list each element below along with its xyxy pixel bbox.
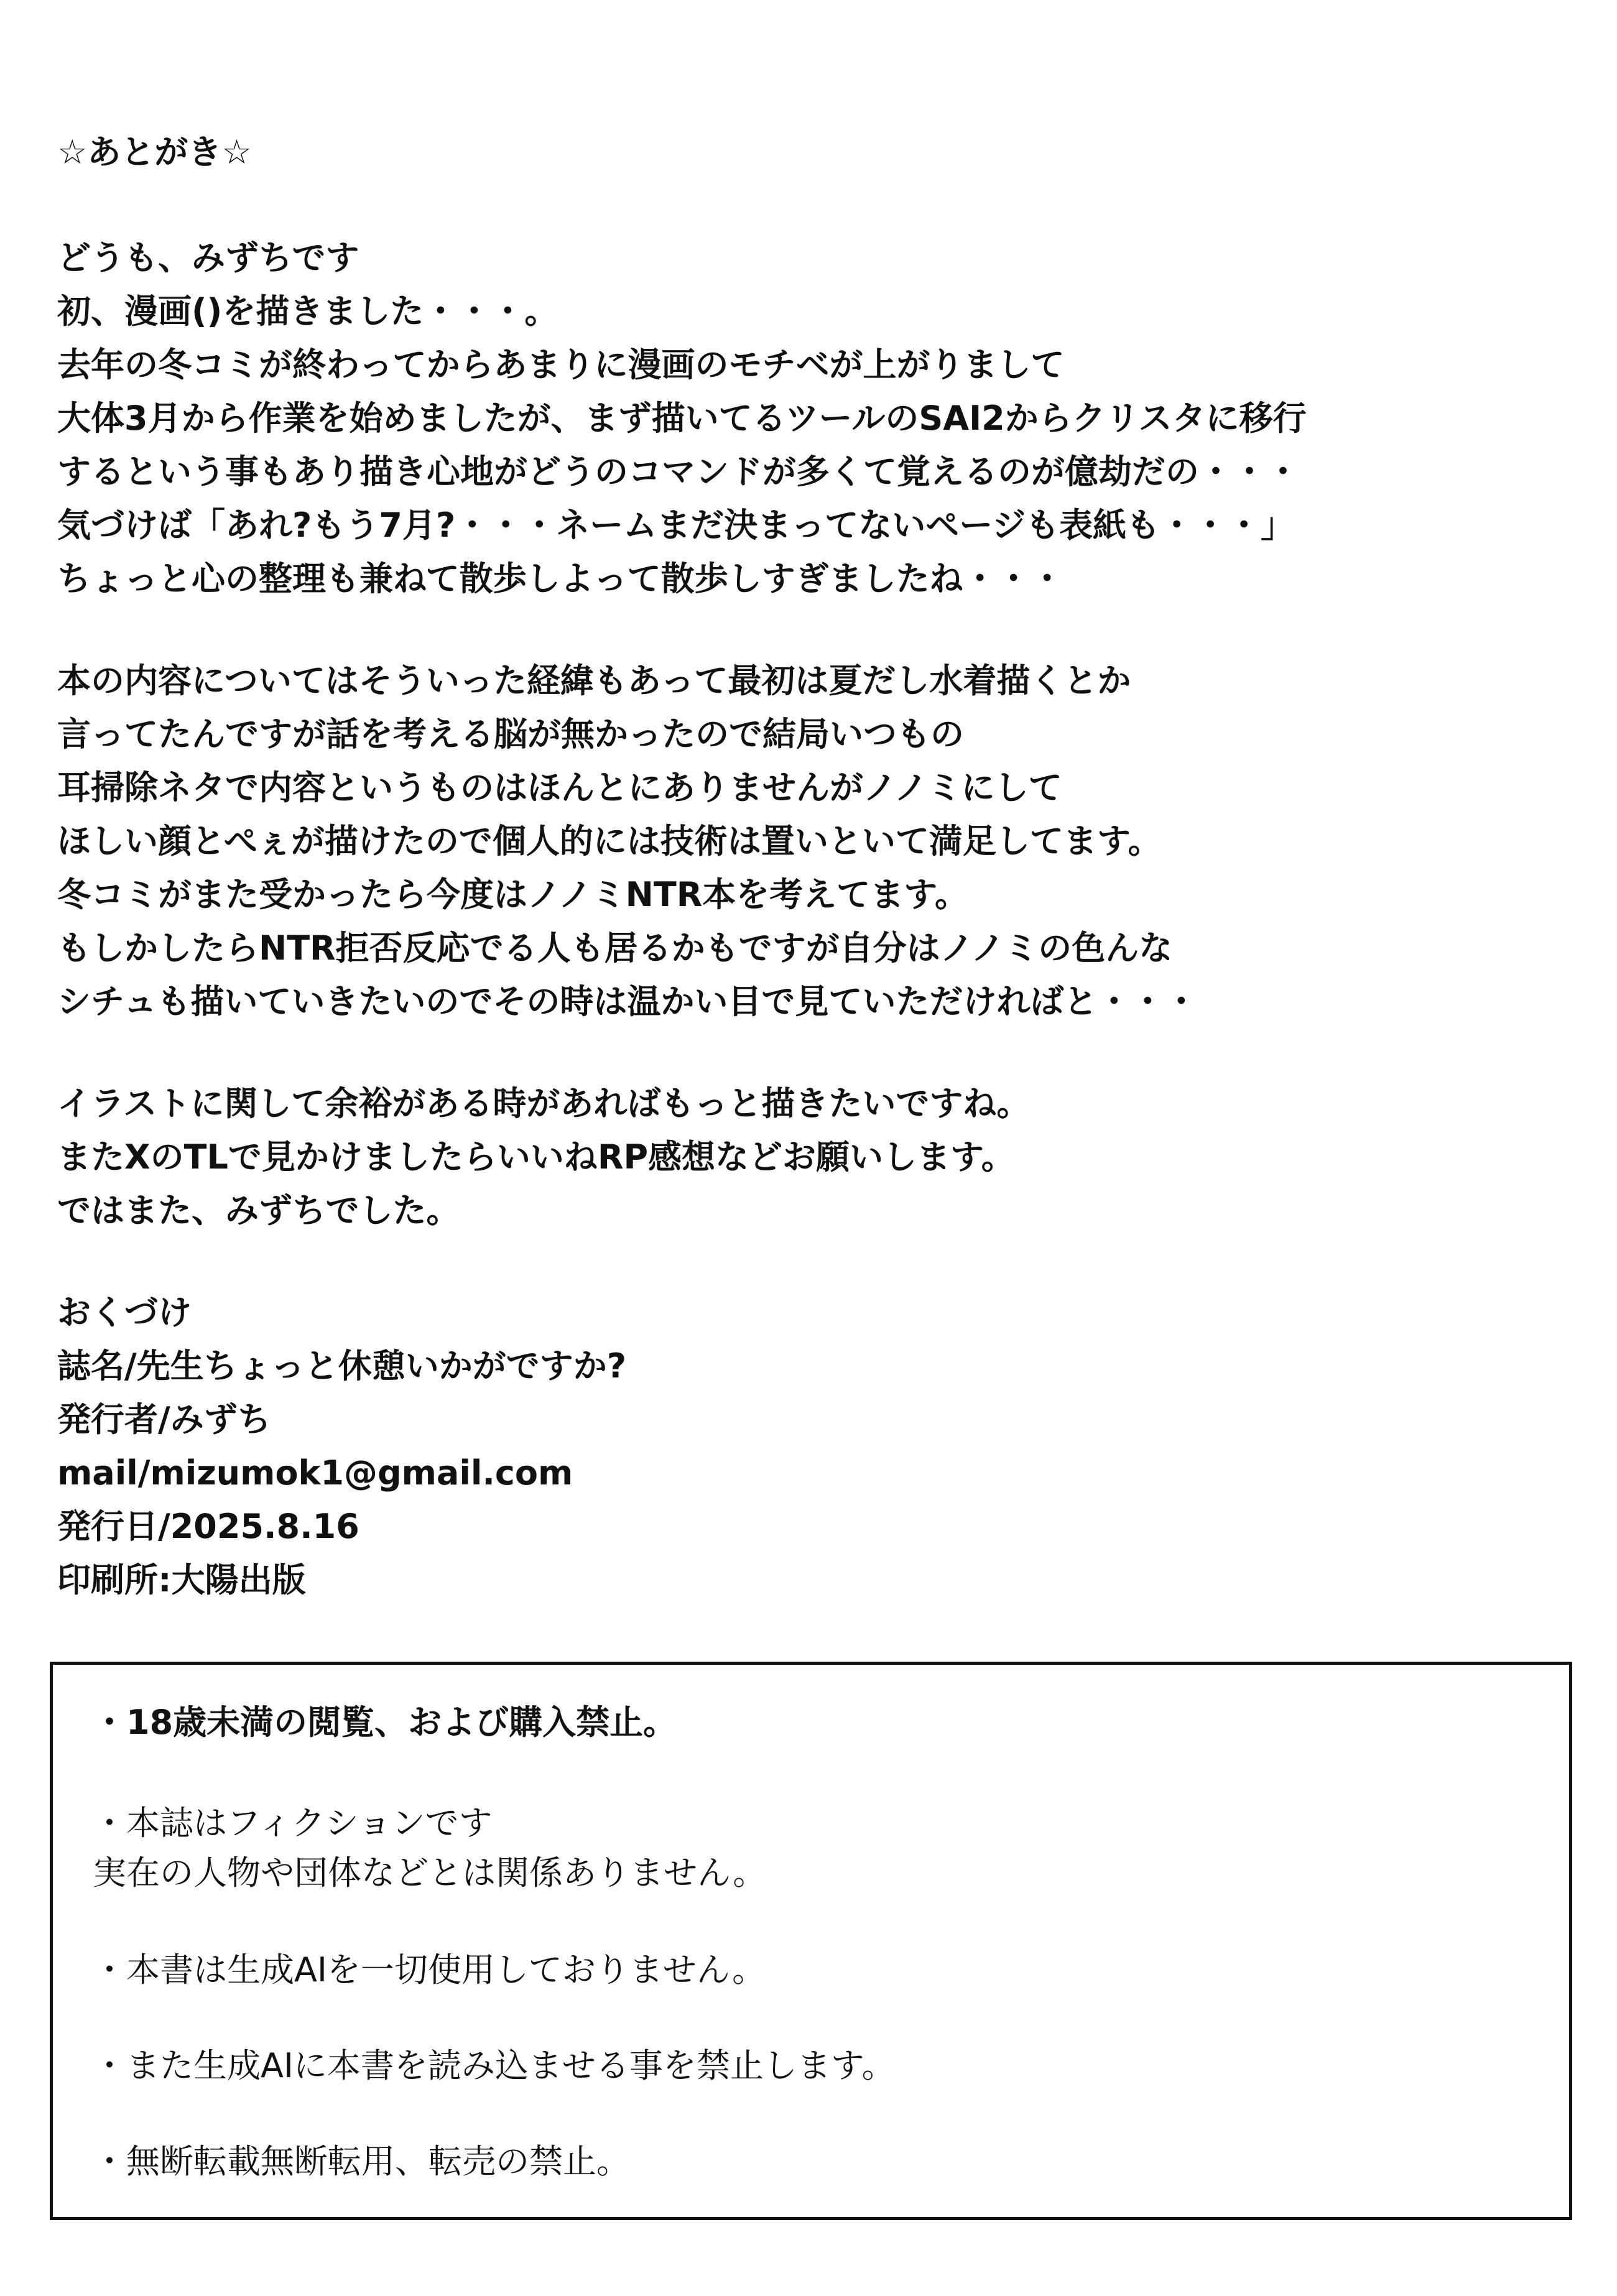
notice-fiction-detail: 実在の人物や団体などとは関係ありません。 <box>93 1853 767 1892</box>
afterword-line: ちょっと心の整理も兼ねて散歩しよって散歩しすぎましたね・・・ <box>57 559 1064 598</box>
afterword-line: ではまた、みずちでした。 <box>57 1191 460 1230</box>
afterword-line: イラストに関して余裕がある時があればもっと描きたいですね。 <box>57 1084 1031 1123</box>
afterword-line: ほしい顔とぺぇが描けたので個人的には技術は置いといて満足してます。 <box>57 822 1162 861</box>
afterword-line: するという事もあり描き心地がどうのコマンドが多くて覚えるのが億劫だの・・・ <box>57 452 1300 491</box>
afterword-line: 本の内容についてはそういった経緯もあって最初は夏だし水着描くとか <box>57 661 1131 700</box>
colophon-publisher: 発行者/みずち <box>57 1400 271 1439</box>
colophon-mail: mail/mizumok1@gmail.com <box>57 1453 573 1493</box>
notice-no-ai: ・本書は生成AIを一切使用しておりません。 <box>93 1950 766 1989</box>
afterword-line: 初、漫画()を描きました・・・。 <box>57 292 558 331</box>
afterword-line: またXのTLで見かけましたらいいねRP感想などお願いします。 <box>57 1137 1015 1177</box>
notice-age-restriction: ・18歳未満の閲覧、および購入禁止。 <box>93 1703 677 1742</box>
colophon-heading: おくづけ <box>57 1293 192 1332</box>
notice-no-reprint: ・無断転載無断転用、転売の禁止。 <box>93 2142 630 2181</box>
afterword-line: 気づけば「あれ?もう7月?・・・ネームまだ決まってないページも表紙も・・・」 <box>57 506 1295 545</box>
afterword-line: 言ってたんですが話を考える脳が無かったので結局いつもの <box>57 715 964 754</box>
notice-no-ai-training: ・また生成AIに本書を読み込ませる事を禁止します。 <box>93 2046 896 2085</box>
afterword-line: 去年の冬コミが終わってからあまりに漫画のモチベが上がりまして <box>57 345 1065 384</box>
afterword-line: 大体3月から作業を始めましたが、まず描いてるツールのSAI2からクリスタに移行 <box>57 399 1307 438</box>
notice-box <box>50 1662 1572 2220</box>
colophon-printer: 印刷所:大陽出版 <box>57 1560 306 1599</box>
afterword-line: もしかしたらNTR拒否反応でる人も居るかもですが自分はノノミの色んな <box>57 928 1173 968</box>
notice-fiction: ・本誌はフィクションです <box>93 1803 493 1843</box>
afterword-line: どうも、みずちです <box>57 238 359 277</box>
afterword-line: シチュも描いていきたいのでその時は温かい目で見ていただければと・・・ <box>57 982 1198 1021</box>
afterword-line: 耳掃除ネタで内容というものはほんとにありませんがノノミにして <box>57 768 1062 807</box>
colophon-date: 発行日/2025.8.16 <box>57 1507 359 1546</box>
colophon-title: 誌名/先生ちょっと休憩いかがですか? <box>57 1346 627 1386</box>
afterword-title: ☆あとがき☆ <box>57 132 252 172</box>
afterword-line: 冬コミがまた受かったら今度はノノミNTR本を考えてます。 <box>57 875 968 914</box>
